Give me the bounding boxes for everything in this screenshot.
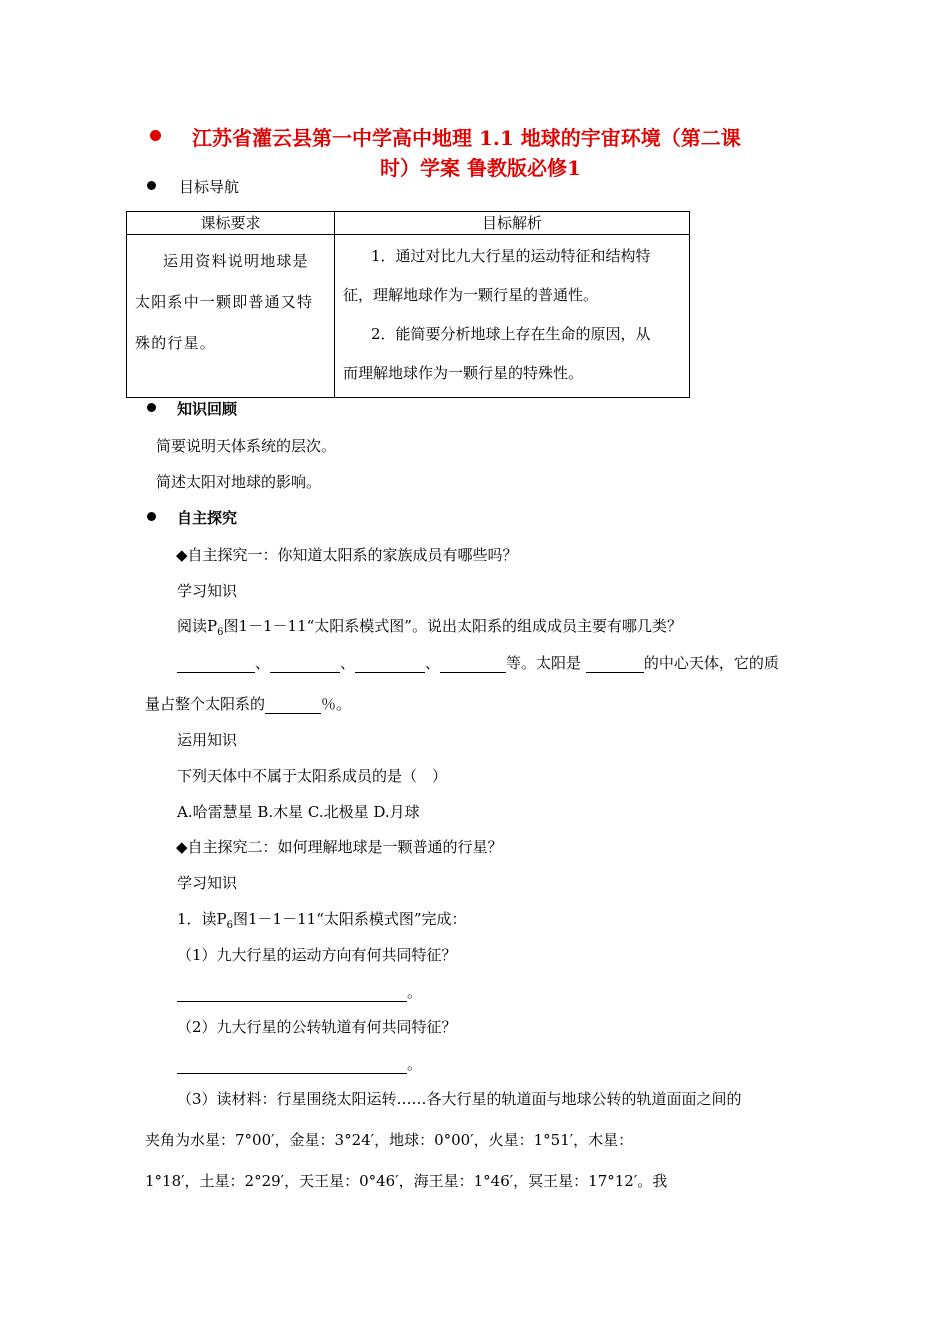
analysis-line: 征，理解地球作为一颗行星的普通性。	[343, 286, 599, 304]
explore2-q3-line2: 夹角为水星：7°00′，金星：3°24′，地球：0°00′，火星：1°51′，木星：	[145, 1131, 634, 1149]
explore1-options: A.哈雷慧星 B.木星 C.北极星 D.月球	[177, 803, 420, 821]
separator: 、	[340, 654, 356, 672]
answer-blank[interactable]	[177, 656, 255, 673]
explore1-fill-line-1	[177, 652, 779, 673]
page-subscript: 6	[217, 627, 224, 638]
explore2-q1: （1）九大行星的运动方向有何共同特征？	[177, 946, 457, 964]
review-question-1: 简要说明天体系统的层次。	[156, 437, 337, 455]
explore1-apply-label: 运用知识	[177, 731, 238, 749]
separator: 、	[255, 654, 271, 672]
explore1-learn-label: 学习知识	[177, 582, 238, 600]
read-prefix: 阅读P	[177, 617, 218, 635]
answer-blank[interactable]	[177, 985, 407, 1002]
item1-suffix: 图1－1－11“太阳系模式图”完成：	[233, 910, 467, 928]
document-title-line1: 江苏省灌云县第一中学高中地理 1.1 地球的宇宙环境（第二课	[192, 126, 741, 150]
read-suffix: 图1－1－11“太阳系模式图”。说出太阳系的组成成员主要有哪几类？	[223, 617, 682, 635]
answer-blank[interactable]	[177, 1057, 407, 1074]
etc-text: 等。太阳是	[506, 654, 582, 672]
requirement-line: 运用资料说明地球是	[163, 252, 309, 270]
goals-heading: 目标导航	[179, 178, 240, 196]
analysis-line: 1．通过对比九大行星的运动特征和结构特	[371, 247, 651, 265]
explore1-heading: ◆自主探究一：你知道太阳系的家族成员有哪些吗？	[176, 546, 518, 564]
document-title-line2: 时）学案 鲁教版必修1	[380, 156, 581, 180]
analysis-line: 2．能简要分析地球上存在生命的原因，从	[371, 325, 651, 343]
title-bullet	[150, 130, 161, 141]
requirement-line: 太阳系中一颗即普通又特	[135, 293, 314, 311]
separator: 、	[425, 654, 441, 672]
item1-prefix: 1．读P	[177, 910, 227, 928]
period: 。	[407, 1055, 423, 1073]
review-question-2: 简述太阳对地球的影响。	[156, 473, 322, 491]
goal-table	[126, 211, 690, 398]
answer-blank[interactable]	[355, 656, 425, 673]
explore2-heading: ◆自主探究二：如何理解地球是一颗普通的行星？	[176, 838, 503, 856]
percent-text: ％。	[321, 695, 352, 713]
analysis-line: 而理解地球作为一颗行星的特殊性。	[343, 364, 584, 382]
explore2-q3-line1: （3）读材料：行星围绕太阳运转……各大行星的轨道面与地球公转的轨道面面之间的	[177, 1090, 742, 1108]
explore2-learn-label: 学习知识	[177, 874, 238, 892]
center-text: 的中心天体，它的质	[643, 654, 779, 672]
period: 。	[407, 983, 423, 1001]
review-heading: 知识回顾	[177, 400, 238, 418]
explore2-q3-line3: 1°18′，土星：2°29′，天王星：0°46′，海王星：1°46′，冥王星：17°12′。我	[145, 1172, 668, 1190]
explore1-fill-line-2	[145, 693, 351, 714]
explore2-answer-2	[177, 1053, 422, 1074]
goals-bullet	[147, 181, 156, 190]
analysis-cell	[335, 235, 690, 398]
explore2-q2: （2）九大行星的公转轨道有何共同特征？	[177, 1018, 457, 1036]
answer-blank[interactable]	[270, 656, 340, 673]
explore2-item1	[177, 908, 467, 931]
explore2-answer-1	[177, 981, 422, 1002]
explore-heading: 自主探究	[177, 509, 238, 527]
explore1-question: 下列天体中不属于太阳系成员的是（ ）	[177, 767, 448, 785]
answer-blank[interactable]	[440, 656, 506, 673]
explore1-read-prompt	[177, 615, 682, 638]
table-header-requirement: 课标要求	[127, 212, 335, 235]
review-bullet	[147, 403, 156, 412]
table-header-analysis: 目标解析	[335, 212, 690, 235]
requirement-line: 殊的行星。	[135, 334, 217, 352]
explore-bullet	[147, 512, 156, 521]
answer-blank[interactable]	[265, 697, 321, 714]
mass-text: 量占整个太阳系的	[145, 695, 266, 713]
answer-blank[interactable]	[586, 656, 644, 673]
page-subscript: 6	[226, 920, 234, 931]
requirement-cell	[127, 235, 335, 398]
